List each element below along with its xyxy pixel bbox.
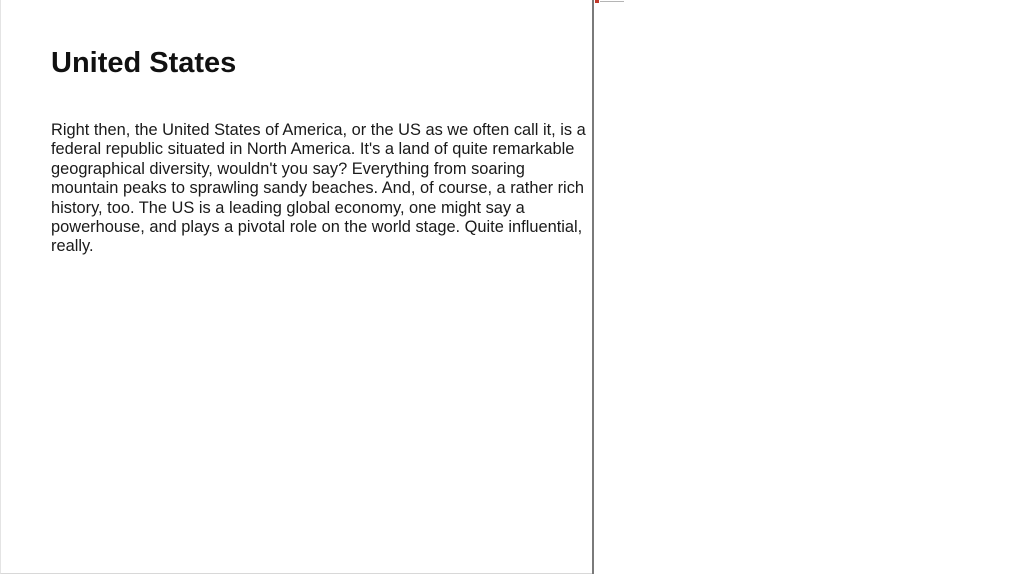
thumbnail-marker [595,0,625,3]
marker-line [600,1,624,2]
slide-title: United States [51,47,237,79]
marker-accent [595,0,599,3]
image-panel [594,0,1024,574]
text-panel [1,0,592,574]
slide-body-text: Right then, the United States of America, or the US as we often call it, is a federal republic situated in North America. It's a land of quite remarkable geographical diversity, wouldn't you say? Everything from soaring mountain peaks to sprawling sandy beaches. And, of course, a rather rich history, too. The US is a leading global economy, one might say a powerhouse, and plays a pivotal role on the world stage. Quite influential, really. [51,121,586,256]
